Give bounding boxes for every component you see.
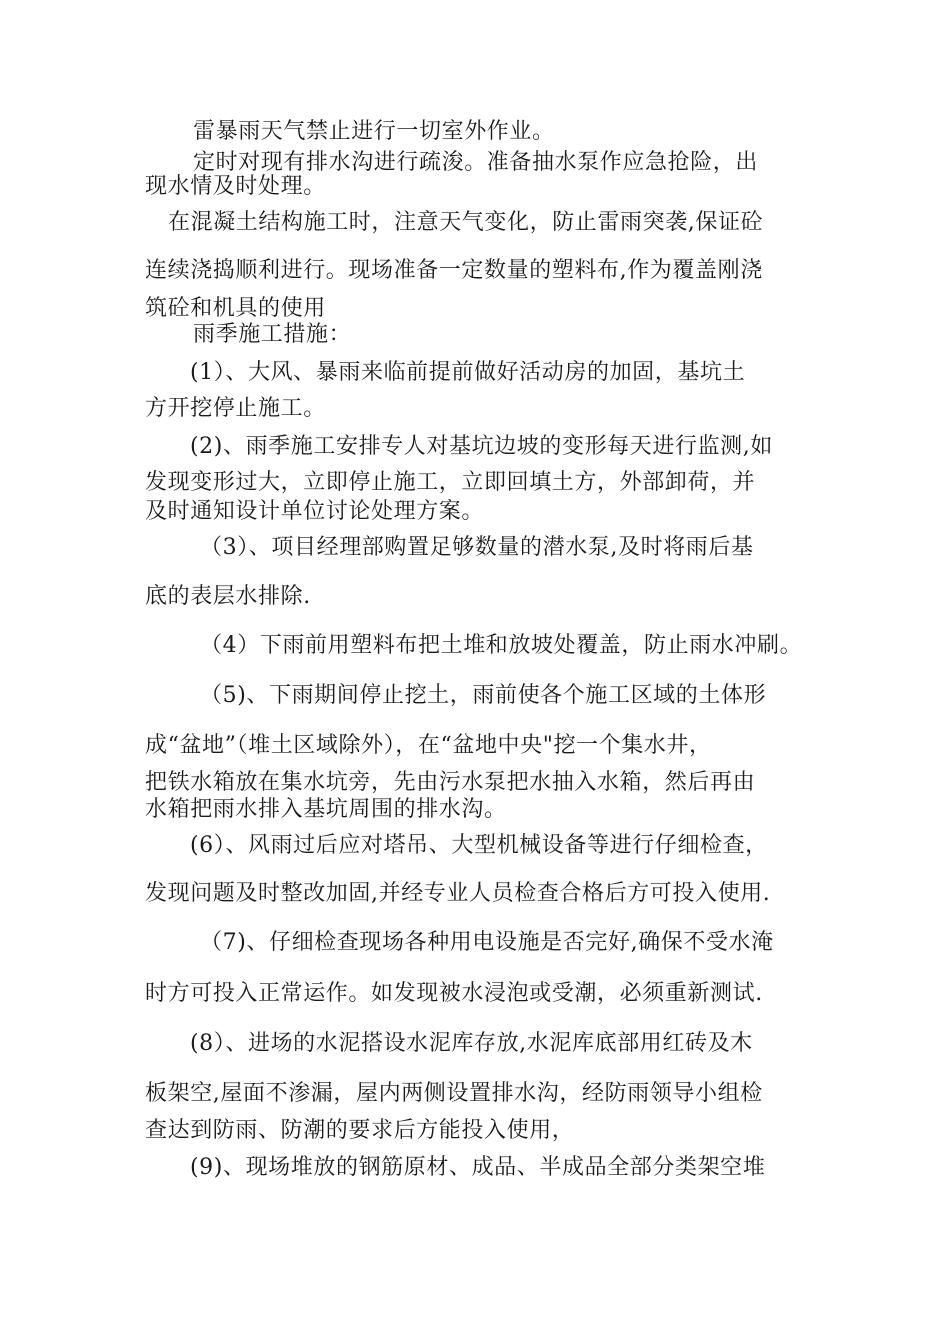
measure-6-line-2: 发现问题及时整改加固,并经专业人员检查合格后方可投入使用.: [145, 881, 771, 906]
measure-1-line-2: 方开挖停止施工。: [145, 396, 326, 421]
measure-7-line-2: 时方可投入正常运作。如发现被水浸泡或受潮，必须重新测试.: [145, 981, 763, 1006]
paragraph-drainage-line-2: 现水情及时处理。: [145, 174, 326, 199]
paragraph-concrete-line-2: 连续浇捣顺利进行。现场准备一定数量的塑料布,作为覆盖刚浇: [145, 258, 763, 283]
measure-8-line-3: 查达到防雨、防潮的要求后方能投入使用，: [145, 1118, 575, 1143]
measure-2-line-3: 及时通知设计单位讨论处理方案。: [145, 499, 485, 524]
measure-3-line-2: 底的表层水排除.: [145, 584, 311, 609]
paragraph-concrete-line-1: 在混凝土结构施工时，注意天气变化，防止雷雨突袭,保证砼: [168, 210, 764, 235]
measure-4-line-1: （4）下雨前用塑料布把土堆和放坡处覆盖，防止雨水冲刷。: [200, 633, 803, 658]
measure-2-line-2: 发现变形过大，立即停止施工，立即回填土方，外部卸荷，并: [145, 470, 756, 495]
measure-1-line-1: (1）、大风、暴雨来临前提前做好活动房的加固，基坑土: [190, 360, 746, 385]
measure-8-line-2: 板架空,屋面不渗漏，屋内两侧设置排水沟，经防雨领导小组检: [145, 1081, 763, 1106]
measure-6-line-1: (6）、风雨过后应对塔吊、大型机械设备等进行仔细检查，: [190, 833, 768, 858]
paragraph-thunderstorm-rule: 雷暴雨天气禁止进行一切室外作业。: [193, 119, 555, 144]
paragraph-concrete-line-3: 筑砼和机具的使用: [145, 296, 326, 321]
measure-5-line-4: 水箱把雨水排入基坑周围的排水沟。: [145, 797, 507, 822]
measure-3-line-1: （3）、项目经理部购置足够数量的潜水泵,及时将雨后基: [200, 535, 754, 560]
section-heading-rainy-season: 雨季施工措施：: [193, 322, 352, 347]
measure-5-line-3: 把铁水箱放在集水坑旁，先由污水泵把水抽入水箱，然后再由: [145, 770, 756, 795]
measure-7-line-1: （7)、仔细检查现场各种用电设施是否完好,确保不受水淹: [200, 930, 774, 955]
measure-8-line-1: (8）、进场的水泥搭设水泥库存放,水泥库底部用红砖及木: [190, 1031, 753, 1056]
measure-5-line-1: （5)、下雨期间停止挖土，雨前使各个施工区域的土体形: [200, 683, 767, 708]
measure-5-line-2: 成“盆地”（堆土区域除外），在“盆地中央"挖一个集水井，: [145, 733, 712, 758]
measure-9-line-1: (9)、现场堆放的钢筋原材、成品、半成品全部分类架空堆: [190, 1155, 766, 1180]
paragraph-drainage-line-1: 定时对现有排水沟进行疏浚。准备抽水泵作应急抢险，出: [193, 150, 759, 175]
measure-2-line-1: (2)、雨季施工安排专人对基坑边坡的变形每天进行监测,如: [190, 434, 773, 459]
